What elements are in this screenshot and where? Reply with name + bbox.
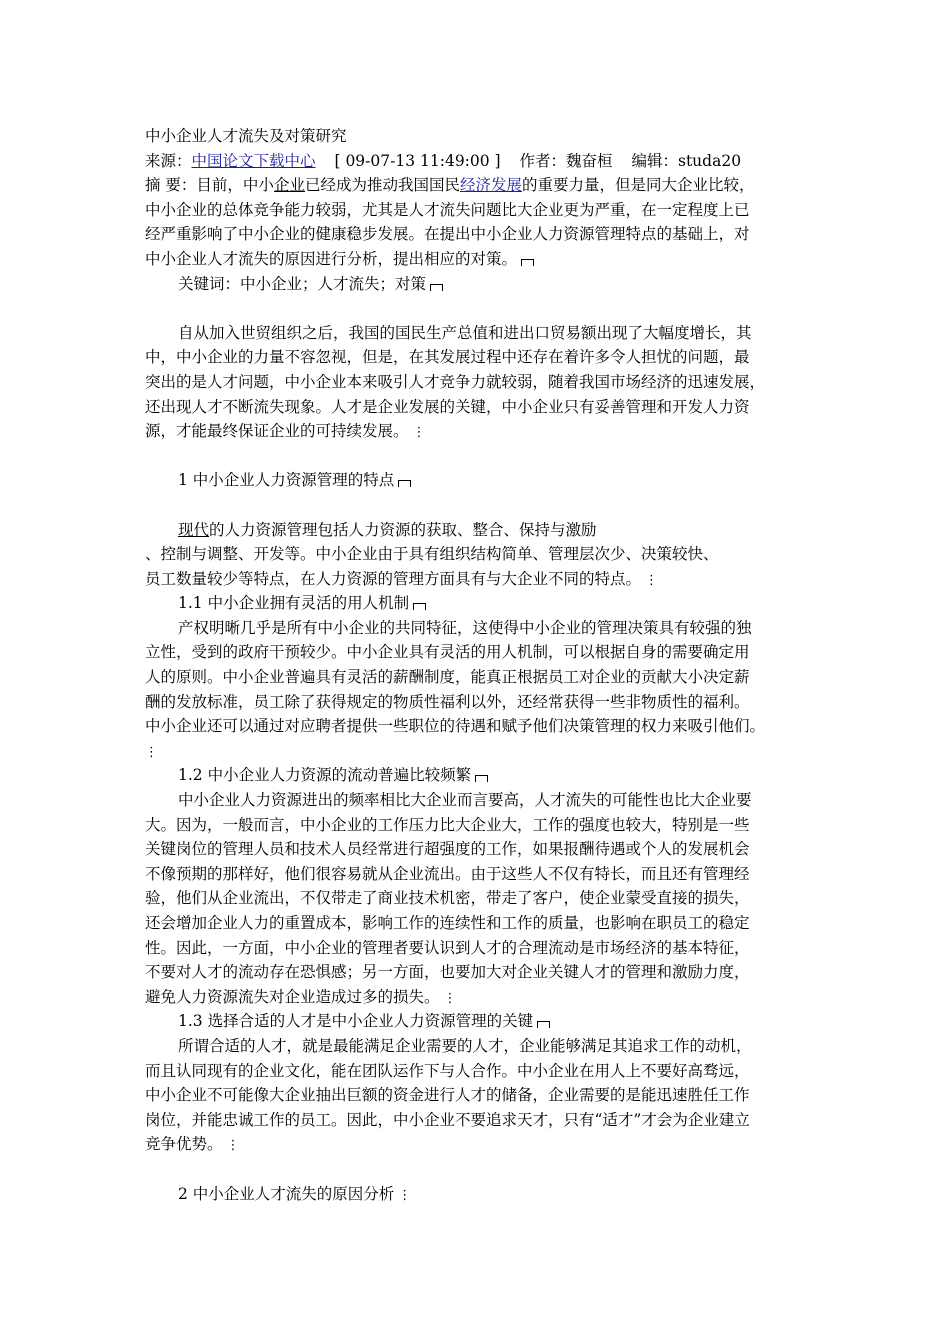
paragraph-line: 性。因此，一方面，中小企业的管理者要认识到人才的合理流动是市场经济的基本特征，: [145, 938, 750, 957]
keywords: 关键词：中小企业；人才流失；对策: [178, 274, 427, 293]
enterprise-link[interactable]: 企业: [273, 176, 305, 195]
abstract-text: 的重要力量，但是同大企业比较，: [521, 176, 755, 195]
paragraph-line: 还会增加企业人力的重置成本，影响工作的连续性和工作的质量，也影响在职员工的稳定: [145, 914, 750, 932]
paragraph-line: 中小企业还可以通过对应聘者提供一些职位的待遇和赋予他们决策管理的权力来吸引他们。: [145, 717, 766, 736]
modern-link[interactable]: 现代: [178, 520, 210, 539]
paragraph-line: 而且认同现有的企业文化，能在团队运作下与人合作。中小企业在用人上不要好高骛远，: [145, 1061, 750, 1080]
paragraph-line: 人的原则。中小企业普遍具有灵活的薪酬制度，能真正根据员工对企业的贡献大小决定薪: [145, 668, 750, 687]
paragraph-line: 、控制与调整、开发等。中小企业由于具有组织结构简单、管理层次少、决策较快、: [145, 545, 719, 564]
section-1-2-paragraph: [145, 788, 810, 1009]
paragraph-mark-icon: ⋮: [398, 1187, 412, 1203]
section-1-3-paragraph: [145, 1034, 810, 1157]
paragraph-mark-icon: ⋮: [443, 990, 457, 1006]
abstract-text: 中小企业的总体竞争能力较弱，尤其是人才流失问题比大企业更为严重，在一定程度上已: [145, 200, 750, 219]
intro-paragraph: [145, 321, 810, 444]
paragraph-line: 竞争优势。: [145, 1135, 223, 1154]
line-break-mark-icon: [537, 1021, 550, 1028]
paragraph-line: 立性，受到的政府干预较少。中小企业具有灵活的用人机制，可以根据自身的需要确定用: [145, 643, 750, 662]
line-break-mark-icon: [521, 259, 534, 266]
paragraph-line: 酬的发放标准，员工除了获得规定的物质性福利以外，还经常获得一些非物质性的福利。: [145, 692, 750, 711]
abstract-text: 中小企业人才流失的原因进行分析，提出相应的对策。: [145, 249, 518, 268]
line-break-mark-icon: [413, 603, 426, 610]
paragraph-line: 自从加入世贸组织之后，我国的国民生产总值和进出口贸易额出现了大幅度增长，其: [178, 323, 752, 342]
editor: 编辑：studa20: [631, 151, 742, 170]
paragraph-line: 中小企业不可能像大企业抽出巨额的资金进行人才的储备，企业需要的是能迅速胜任工作: [145, 1086, 750, 1105]
paragraph-line: 的人力资源管理包括人力资源的获取、整合、保持与激励: [209, 520, 597, 539]
economic-development-link[interactable]: 经济发展: [459, 176, 522, 195]
abstract-text: 摘 要：目前，中小: [145, 176, 274, 195]
line-break-mark-icon: [430, 284, 443, 291]
paragraph-mark-icon: ⋮: [145, 744, 158, 760]
paragraph-line: 突出的是人才问题，中小企业本来吸引人才竞争力就较弱，随着我国市场经济的迅速发展，: [145, 372, 766, 391]
paragraph-line: 大。因为，一般而言，中小企业的工作压力比大企业大，工作的强度也较大，特别是一些: [145, 815, 750, 834]
section-1-intro: [145, 518, 810, 592]
section-1-2-heading: 1.2 中小企业人力资源的流动普遍比较频繁: [178, 766, 472, 785]
section-1-heading: 1 中小企业人力资源管理的特点: [178, 471, 395, 490]
source-link[interactable]: 中国论文下载中心: [191, 151, 316, 170]
paragraph-line: 避免人力资源流失对企业造成过多的损失。: [145, 987, 440, 1006]
document-page: [145, 124, 810, 1206]
source-label: 来源：: [145, 151, 192, 170]
author: 作者：魏奋桓: [519, 151, 613, 170]
paragraph-line: 还出现人才不断流失现象。人才是企业发展的关键，中小企业只有妥善管理和开发人力资: [145, 397, 750, 416]
abstract: [145, 173, 810, 271]
paragraph-line: 产权明晰几乎是所有中小企业的共同特征，这使得中小企业的管理决策具有较强的独: [178, 618, 752, 637]
paragraph-line: 员工数量较少等特点，在人力资源的管理方面具有与大企业不同的特点。: [145, 569, 642, 588]
paragraph-mark-icon: ⋮: [645, 572, 659, 588]
document-title: 中小企业人才流失及对策研究: [145, 127, 347, 145]
paragraph-line: 中小企业人力资源进出的频率相比大企业而言要高，人才流失的可能性也比大企业要: [178, 791, 752, 810]
line-break-mark-icon: [475, 775, 488, 782]
section-1-1-heading: 1.1 中小企业拥有灵活的用人机制: [178, 594, 410, 613]
section-1-3-heading: 1.3 选择合适的人才是中小企业人力资源管理的关键: [178, 1012, 534, 1031]
paragraph-line: 不像预期的那样好，他们很容易就从企业流出。由于这些人不仅有特长，而且还有管理经: [145, 864, 750, 883]
paragraph-line: 验，他们从企业流出，不仅带走了商业技术机密，带走了客户，使企业蒙受直接的损失，: [145, 889, 750, 908]
line-break-mark-icon: [398, 480, 411, 487]
paragraph-mark-icon: ⋮: [226, 1138, 240, 1154]
paragraph-mark-icon: ⋮: [412, 425, 426, 441]
paragraph-line: 所谓合适的人才，就是最能满足企业需要的人才，企业能够满足其追求工作的动机，: [178, 1036, 752, 1055]
paragraph-line: 源，才能最终保证企业的可持续发展。: [145, 422, 409, 441]
paragraph-line: 不要对人才的流动存在恐惧感；另一方面，也要加大对企业关键人才的管理和激励力度，: [145, 963, 750, 982]
abstract-text: 经严重影响了中小企业的健康稳步发展。在提出中小企业人力资源管理特点的基础上，对: [145, 225, 750, 244]
section-2-heading: 2 中小企业人才流失的原因分析: [178, 1184, 395, 1203]
paragraph-line: 岗位，并能忠诚工作的员工。因此，中小企业不要追求天才，只有“适才”才会为企业建立: [145, 1110, 750, 1129]
section-1-1-paragraph: [145, 616, 810, 764]
paragraph-line: 中，中小企业的力量不容忽视，但是，在其发展过程中还存在着许多令人担忧的问题，最: [145, 348, 750, 367]
datetime: [ 09-07-13 11:49:00 ]: [334, 151, 501, 170]
abstract-text: 已经成为推动我国国民: [304, 176, 460, 195]
meta-line: [145, 149, 810, 174]
paragraph-line: 关键岗位的管理人员和技术人员经常进行超强度的工作，如果报酬待遇或个人的发展机会: [145, 840, 750, 859]
